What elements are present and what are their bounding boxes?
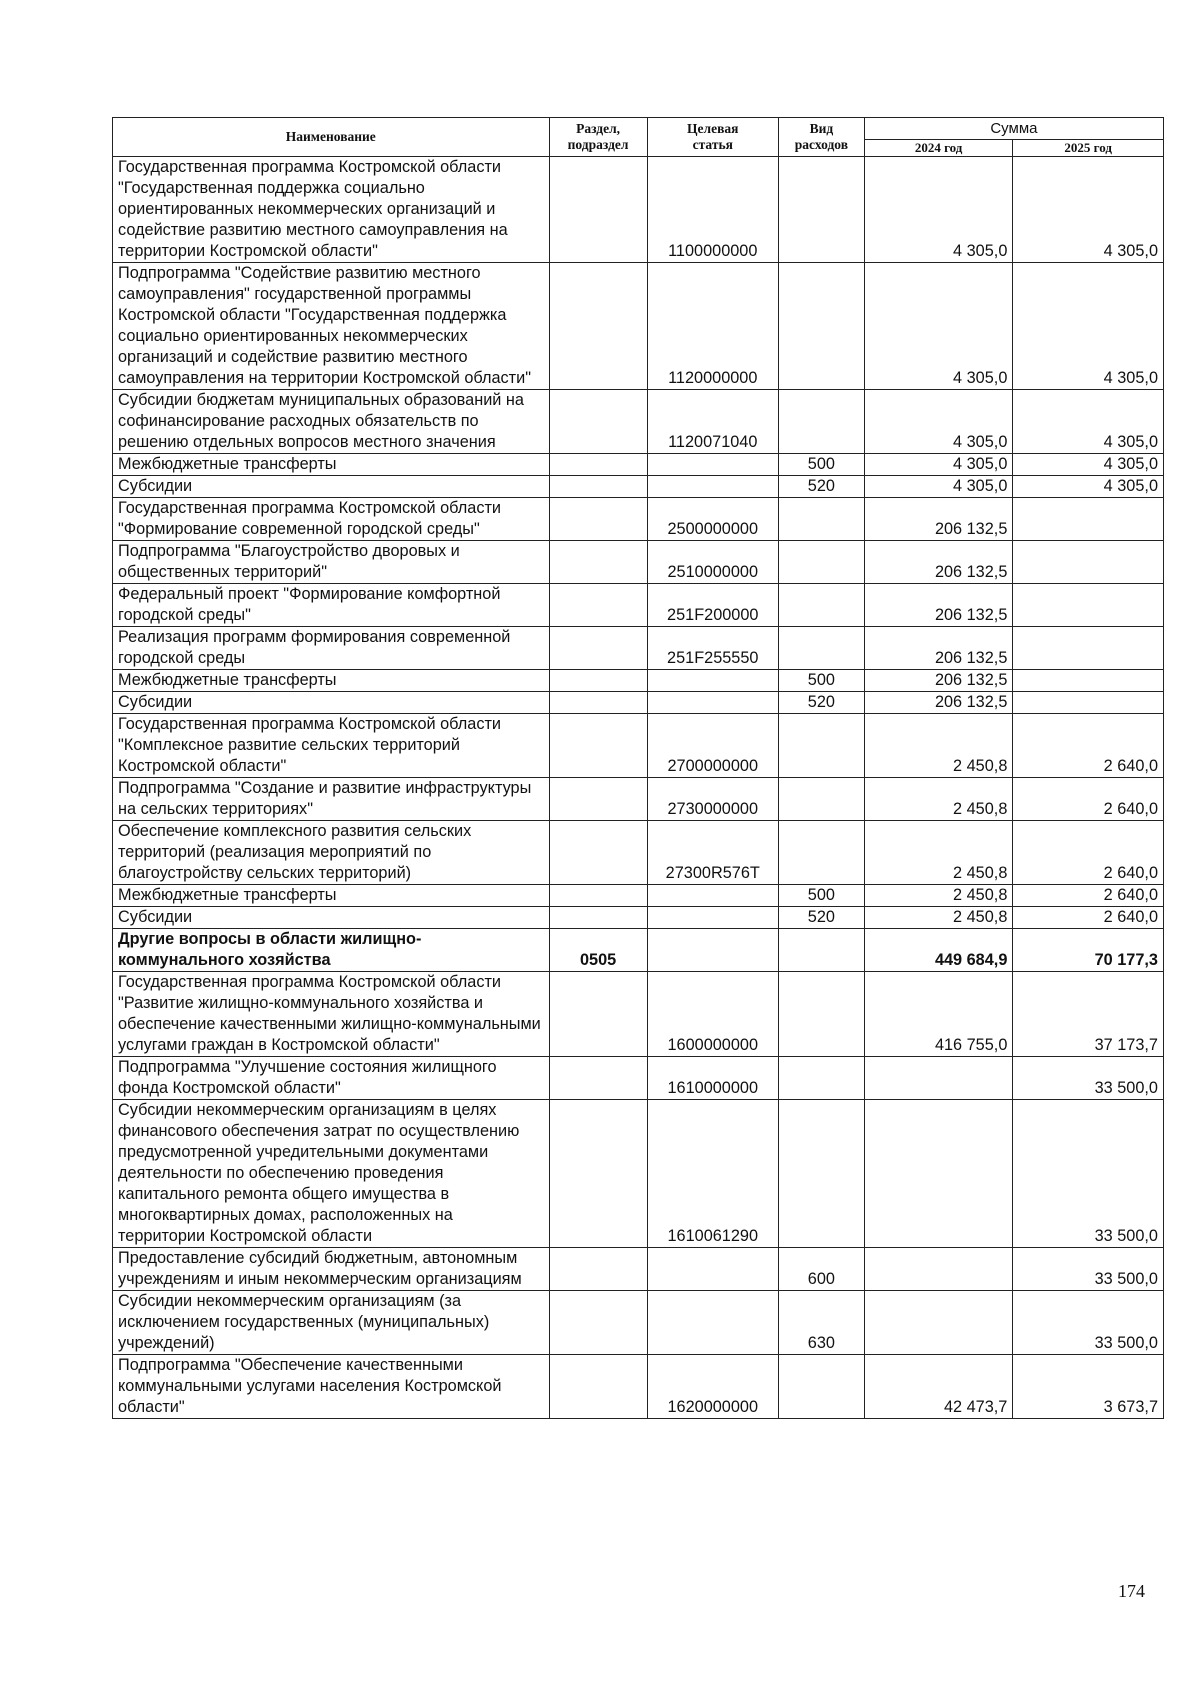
row-target-code: 1120000000 <box>647 263 778 390</box>
table-row <box>113 885 1164 907</box>
row-name: Государственная программа Костромской области "Государственная поддержка социально ориентированных некоммерческих организаций и содействие развитию местного самоуправления на территории Костромской области" <box>113 157 550 263</box>
row-sum-2024: 4 305,0 <box>864 454 1013 476</box>
table-row <box>113 1100 1164 1248</box>
row-expense-type <box>778 157 864 263</box>
row-section <box>549 714 647 778</box>
row-sum-2024: 206 132,5 <box>864 627 1013 670</box>
row-section <box>549 1291 647 1355</box>
row-target-code: 1610000000 <box>647 1057 778 1100</box>
row-sum-2025 <box>1013 584 1164 627</box>
row-sum-2024: 2 450,8 <box>864 907 1013 929</box>
row-expense-type: 600 <box>778 1248 864 1291</box>
row-target-code: 251F255550 <box>647 627 778 670</box>
row-section <box>549 821 647 885</box>
row-section <box>549 1057 647 1100</box>
row-section <box>549 454 647 476</box>
row-name: Межбюджетные трансферты <box>113 454 550 476</box>
row-target-code: 2510000000 <box>647 541 778 584</box>
row-name: Федеральный проект "Формирование комфортной городской среды" <box>113 584 550 627</box>
row-expense-type: 520 <box>778 692 864 714</box>
row-name: Субсидии <box>113 476 550 498</box>
row-expense-type <box>778 778 864 821</box>
row-target-code <box>647 476 778 498</box>
col-header-target: Целевая статья <box>647 118 778 157</box>
row-expense-type: 520 <box>778 907 864 929</box>
row-sum-2024 <box>864 1100 1013 1248</box>
row-name: Предоставление субсидий бюджетным, автономным учреждениям и иным некоммерческим организациям <box>113 1248 550 1291</box>
row-name: Субсидии некоммерческим организациям в целях финансового обеспечения затрат по осуществлению предусмотренной учредительными документами деятельности по обеспечению проведения капитального ремонта общего имущества в многоквартирных домах, расположенных на территории Костромской области <box>113 1100 550 1248</box>
row-expense-type <box>778 627 864 670</box>
table-row <box>113 498 1164 541</box>
row-sum-2025: 33 500,0 <box>1013 1100 1164 1248</box>
row-sum-2025 <box>1013 670 1164 692</box>
col-header-2025: 2025 год <box>1013 140 1164 157</box>
row-sum-2024: 4 305,0 <box>864 390 1013 454</box>
row-name: Субсидии <box>113 907 550 929</box>
row-section <box>549 627 647 670</box>
row-section <box>549 1248 647 1291</box>
row-section <box>549 263 647 390</box>
table-row <box>113 157 1164 263</box>
row-sum-2025 <box>1013 541 1164 584</box>
table-row <box>113 263 1164 390</box>
row-section <box>549 1100 647 1248</box>
row-target-code: 1120071040 <box>647 390 778 454</box>
row-sum-2025: 2 640,0 <box>1013 907 1164 929</box>
row-sum-2024: 2 450,8 <box>864 821 1013 885</box>
row-target-code <box>647 692 778 714</box>
row-name: Подпрограмма "Создание и развитие инфраструктуры на сельских территориях" <box>113 778 550 821</box>
row-name: Подпрограмма "Улучшение состояния жилищного фонда Костромской области" <box>113 1057 550 1100</box>
row-sum-2025: 4 305,0 <box>1013 263 1164 390</box>
row-sum-2024: 206 132,5 <box>864 584 1013 627</box>
row-name: Подпрограмма "Обеспечение качественными коммунальными услугами населения Костромской области" <box>113 1355 550 1419</box>
row-name: Реализация программ формирования современной городской среды <box>113 627 550 670</box>
table-row <box>113 541 1164 584</box>
col-header-section: Раздел, подраздел <box>549 118 647 157</box>
row-section <box>549 1355 647 1419</box>
row-name: Субсидии <box>113 692 550 714</box>
row-target-code: 1620000000 <box>647 1355 778 1419</box>
row-sum-2025: 4 305,0 <box>1013 476 1164 498</box>
row-target-code <box>647 454 778 476</box>
table-header <box>113 118 1164 157</box>
row-sum-2025: 2 640,0 <box>1013 821 1164 885</box>
row-name: Подпрограмма "Содействие развитию местного самоуправления" государственной программы Костромской области "Государственная поддержка социально ориентированных некоммерческих организаций и содействие развитию местного самоуправления на территории Костромской области" <box>113 263 550 390</box>
table-row <box>113 454 1164 476</box>
row-section <box>549 778 647 821</box>
col-header-2024: 2024 год <box>864 140 1013 157</box>
row-target-code: 1610061290 <box>647 1100 778 1248</box>
table-body <box>113 157 1164 1419</box>
row-expense-type <box>778 714 864 778</box>
row-sum-2025 <box>1013 627 1164 670</box>
row-target-code <box>647 929 778 972</box>
row-expense-type <box>778 1355 864 1419</box>
row-sum-2024: 42 473,7 <box>864 1355 1013 1419</box>
row-sum-2025: 33 500,0 <box>1013 1291 1164 1355</box>
row-section <box>549 670 647 692</box>
row-sum-2024 <box>864 1291 1013 1355</box>
row-name: Государственная программа Костромской области "Развитие жилищно-коммунального хозяйства и обеспечение качественными жилищно-коммунальными услугами граждан в Костромской области" <box>113 972 550 1057</box>
row-sum-2024: 4 305,0 <box>864 263 1013 390</box>
col-header-type: Вид расходов <box>778 118 864 157</box>
table-row <box>113 692 1164 714</box>
row-expense-type <box>778 498 864 541</box>
row-section <box>549 541 647 584</box>
row-expense-type <box>778 584 864 627</box>
table-row <box>113 1057 1164 1100</box>
row-name: Другие вопросы в области жилищно-коммунального хозяйства <box>113 929 550 972</box>
row-expense-type: 500 <box>778 454 864 476</box>
table-row <box>113 714 1164 778</box>
row-section <box>549 498 647 541</box>
row-sum-2025: 70 177,3 <box>1013 929 1164 972</box>
row-expense-type: 520 <box>778 476 864 498</box>
row-section <box>549 476 647 498</box>
budget-table <box>112 117 1164 1419</box>
table-row <box>113 972 1164 1057</box>
row-expense-type <box>778 972 864 1057</box>
row-sum-2025: 2 640,0 <box>1013 714 1164 778</box>
row-target-code: 1100000000 <box>647 157 778 263</box>
row-sum-2025 <box>1013 692 1164 714</box>
row-target-code: 27300R576T <box>647 821 778 885</box>
row-sum-2025: 2 640,0 <box>1013 778 1164 821</box>
row-section: 0505 <box>549 929 647 972</box>
row-target-code <box>647 885 778 907</box>
row-section <box>549 907 647 929</box>
row-target-code <box>647 1248 778 1291</box>
row-expense-type <box>778 541 864 584</box>
row-name: Межбюджетные трансферты <box>113 885 550 907</box>
row-sum-2025 <box>1013 498 1164 541</box>
row-name: Государственная программа Костромской области "Формирование современной городской среды" <box>113 498 550 541</box>
row-expense-type <box>778 263 864 390</box>
row-sum-2024: 2 450,8 <box>864 714 1013 778</box>
row-target-code: 2730000000 <box>647 778 778 821</box>
row-name: Субсидии некоммерческим организациям (за исключением государственных (муниципальных) учреждений) <box>113 1291 550 1355</box>
page-number: 174 <box>1118 1581 1145 1601</box>
table-row <box>113 1355 1164 1419</box>
row-sum-2024: 449 684,9 <box>864 929 1013 972</box>
row-sum-2024: 206 132,5 <box>864 670 1013 692</box>
row-target-code <box>647 907 778 929</box>
row-section <box>549 972 647 1057</box>
row-target-code: 2500000000 <box>647 498 778 541</box>
row-sum-2024 <box>864 1248 1013 1291</box>
row-section <box>549 157 647 263</box>
table-row <box>113 1291 1164 1355</box>
row-sum-2024: 416 755,0 <box>864 972 1013 1057</box>
row-target-code: 2700000000 <box>647 714 778 778</box>
row-sum-2024: 206 132,5 <box>864 692 1013 714</box>
row-sum-2024: 206 132,5 <box>864 541 1013 584</box>
row-sum-2025: 33 500,0 <box>1013 1057 1164 1100</box>
row-expense-type <box>778 821 864 885</box>
row-sum-2025: 2 640,0 <box>1013 885 1164 907</box>
row-section <box>549 390 647 454</box>
row-expense-type <box>778 1057 864 1100</box>
row-section <box>549 885 647 907</box>
row-name: Обеспечение комплексного развития сельских территорий (реализация мероприятий по благоустройству сельских территорий) <box>113 821 550 885</box>
table-row <box>113 627 1164 670</box>
table-row <box>113 929 1164 972</box>
row-target-code <box>647 670 778 692</box>
row-target-code: 251F200000 <box>647 584 778 627</box>
row-section <box>549 584 647 627</box>
row-name: Государственная программа Костромской области "Комплексное развитие сельских территорий Костромской области" <box>113 714 550 778</box>
row-sum-2024: 2 450,8 <box>864 778 1013 821</box>
row-expense-type: 630 <box>778 1291 864 1355</box>
row-section <box>549 692 647 714</box>
row-sum-2025: 37 173,7 <box>1013 972 1164 1057</box>
row-expense-type: 500 <box>778 670 864 692</box>
row-name: Подпрограмма "Благоустройство дворовых и общественных территорий" <box>113 541 550 584</box>
row-sum-2024: 2 450,8 <box>864 885 1013 907</box>
table-row <box>113 821 1164 885</box>
row-sum-2024 <box>864 1057 1013 1100</box>
row-name: Субсидии бюджетам муниципальных образований на софинансирование расходных обязательств по решению отдельных вопросов местного значения <box>113 390 550 454</box>
row-expense-type <box>778 1100 864 1248</box>
table-row <box>113 390 1164 454</box>
table-row <box>113 584 1164 627</box>
table-row <box>113 670 1164 692</box>
row-sum-2025: 33 500,0 <box>1013 1248 1164 1291</box>
row-target-code <box>647 1291 778 1355</box>
row-sum-2025: 4 305,0 <box>1013 157 1164 263</box>
row-sum-2024: 4 305,0 <box>864 157 1013 263</box>
row-sum-2024: 4 305,0 <box>864 476 1013 498</box>
row-sum-2025: 4 305,0 <box>1013 454 1164 476</box>
col-header-name: Наименование <box>113 118 550 157</box>
row-sum-2025: 3 673,7 <box>1013 1355 1164 1419</box>
row-expense-type <box>778 929 864 972</box>
row-name: Межбюджетные трансферты <box>113 670 550 692</box>
row-sum-2025: 4 305,0 <box>1013 390 1164 454</box>
row-sum-2024: 206 132,5 <box>864 498 1013 541</box>
table-row <box>113 1248 1164 1291</box>
col-header-sum: Сумма <box>864 118 1163 140</box>
row-target-code: 1600000000 <box>647 972 778 1057</box>
row-expense-type <box>778 390 864 454</box>
table-row <box>113 476 1164 498</box>
row-expense-type: 500 <box>778 885 864 907</box>
table-row <box>113 907 1164 929</box>
table-row <box>113 778 1164 821</box>
